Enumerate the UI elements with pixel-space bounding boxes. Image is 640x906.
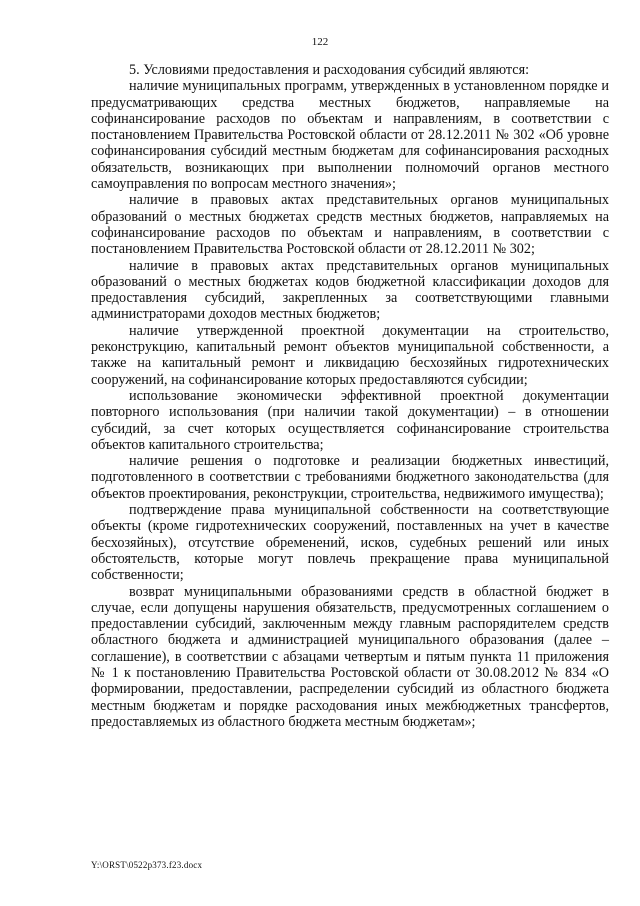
paragraph-funds-return: возврат муниципальными образованиями средств в областной бюджет в случае, если допущены нарушения обязательств, предусмотренных соглашением о предоставлении субсидий, заключенным между главным распорядителем средств областного бюджета и администрацией муниципального образования (далее – соглашение), в соответствии с абзацами четвертым и пятым пункта 11 приложения № 1 к постановлению Правительства Ростовской области от 30.08.2012 № 834 «О формировании, предоставлении, распределении субсидий из областного бюджета местным бюджетам и порядке расходования иных межбюджетных трансфертов, предоставляемых из областного бюджета местным бюджетам»; bbox=[91, 583, 609, 730]
paragraph-ownership-confirmation: подтверждение права муниципальной собственности на соответствующие объекты (кроме гидротехнических сооружений, поставленных на учет в качестве бесхозяйных), отсутствие обременений, исков, судебных решений или иных обстоятельств, которые могут повлечь прекращение права муниципальной собственности; bbox=[91, 502, 609, 584]
paragraph-municipal-programs: наличие муниципальных программ, утвержденных в установленном порядке и предусматривающих средства местных бюджетов, направляемые на софинансирование расходов по объектам и направлениям, в соответствии с постановлением Правительства Ростовской области от 28.12.2011 № 302 «Об уровне софинансирования субсидий местным бюджетам для софинансирования расходных обязательств, возникающих при выполнении полномочий органов местного самоуправления по вопросам местного значения»; bbox=[91, 78, 609, 193]
paragraph-reuse-documentation: использование экономически эффективной проектной документации повторного использования (при наличии такой документации) – в отношении субсидий, за счет которых осуществляется софинансирование строительства объектов капитального строительства; bbox=[91, 387, 609, 453]
paragraph-investment-decision: наличие решения о подготовке и реализации бюджетных инвестиций, подготовленного в соответствии с требованиями бюджетного законодательства (для объектов проектирования, реконструкции, строительства, недвижимого имущества); bbox=[91, 453, 609, 502]
document-body bbox=[91, 62, 609, 730]
paragraph-budget-classification-codes: наличие в правовых актах представительных органов муниципальных образований о местных бюджетах кодов бюджетной классификации доходов для предоставления субсидий, закрепленных за соответствующими главными администраторами доходов местных бюджетов; bbox=[91, 257, 609, 323]
paragraph-project-documentation: наличие утвержденной проектной документации на строительство, реконструкцию, капитальный ремонт объектов муниципальной собственности, а также на капитальный ремонт и ликвидацию бесхозяйных гидротехнических сооружений, на софинансирование которых предоставляются субсидии; bbox=[91, 322, 609, 388]
footer-file-path: Y:\ORST\0522p373.f23.docx bbox=[91, 860, 203, 870]
paragraph-conditions-heading: 5. Условиями предоставления и расходования субсидий являются: bbox=[129, 62, 530, 78]
paragraph-local-budget-funds: наличие в правовых актах представительных органов муниципальных образований о местных бюджетах средств местных бюджетов, направляемых на софинансирование расходов по объектам и направлениям, в соответствии с постановлением Правительства Ростовской области от 28.12.2011 № 302; bbox=[91, 192, 609, 258]
page-number: 122 bbox=[311, 36, 329, 48]
